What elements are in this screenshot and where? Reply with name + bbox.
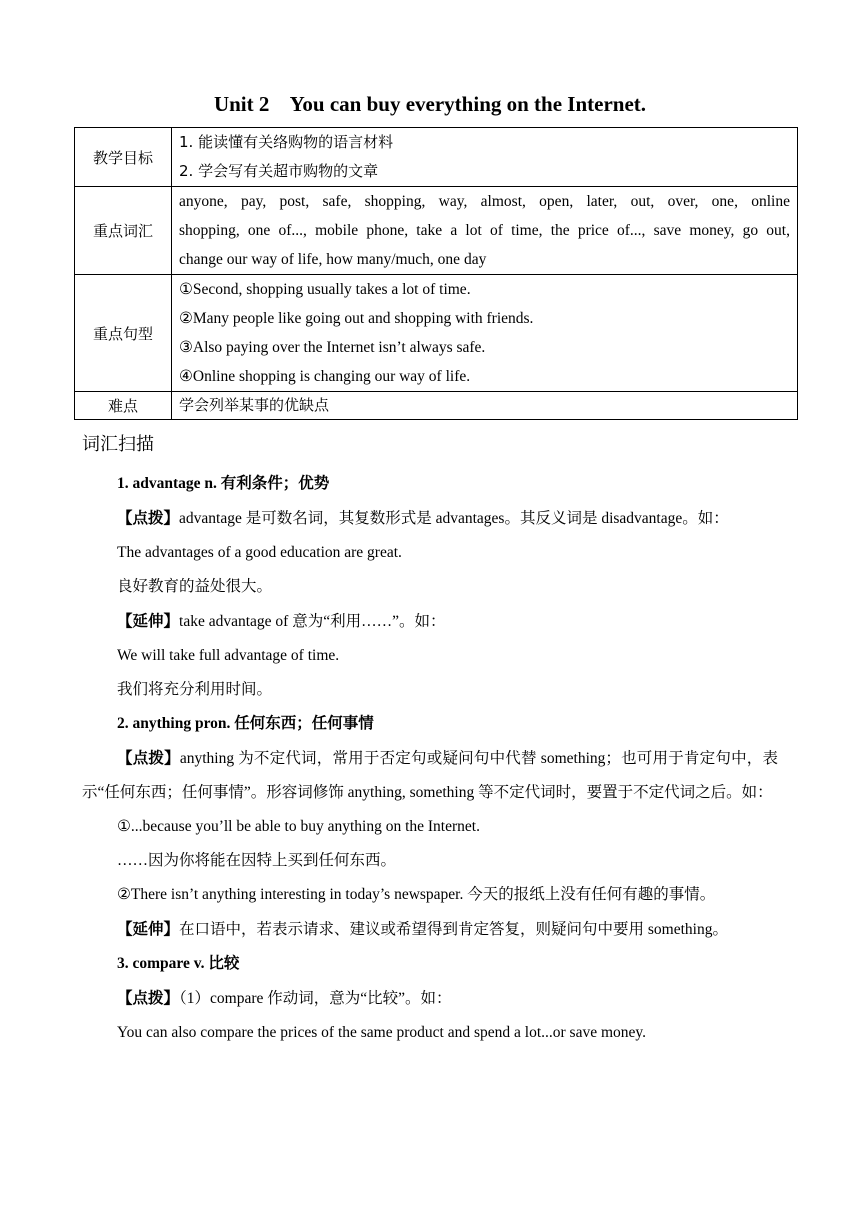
tip-paragraph: [82, 981, 778, 1016]
vocab-line: change our way of life, how many/much, one day: [179, 251, 487, 268]
extension-tag: 【延伸】: [117, 612, 180, 630]
entry-heading-advantage: 1. advantage n. 有利条件；优势: [117, 475, 330, 492]
example-cn: ……因为你将能在因特上买到任何东西。: [117, 852, 397, 869]
teaching-objectives-table: [74, 127, 798, 420]
extension-text: take advantage of 意为“利用……”。如：: [179, 613, 446, 630]
example-cn: 良好教育的益处很大。: [117, 578, 273, 595]
extension-text: 在口语中，若表示请求、建议或希望得到肯定答复，则疑问句中要用 something。: [179, 921, 728, 938]
sentence-item: ①Second, shopping usually takes a lot of time.: [179, 281, 471, 298]
vocab-label: 重点词汇: [75, 187, 172, 275]
entry-heading-anything: 2. anything pron. 任何东西；任何事情: [117, 715, 374, 732]
difficulty-row: [75, 392, 798, 420]
objective-item: 2. 学会写有关超市购物的文章: [179, 162, 379, 180]
example-cn: 我们将充分利用时间。: [117, 681, 273, 698]
sentence-item: ③Also paying over the Internet isn’t always safe.: [179, 339, 486, 356]
extension-paragraph: [82, 604, 778, 639]
tip-paragraph: [82, 741, 778, 810]
section-title: 词汇扫描: [82, 434, 154, 455]
vocab-line: shopping, one of..., mobile phone, take a lot of time, the price of..., save money, go out,: [179, 222, 790, 239]
sentence-item: ②Many people like going out and shopping with friends.: [179, 310, 534, 327]
vocab-row: [75, 187, 798, 275]
sentences-row: [75, 275, 798, 392]
extension-paragraph: [82, 912, 778, 947]
tip-text: anything 为不定代词，常用于否定句或疑问句中代替 something；也可用于肯定句中，表示“任何东西；任何事情”。形容词修饰 anything, something 等不定代词时，要置于不定代词之后。如：: [82, 750, 778, 801]
objectives-row: [75, 128, 798, 187]
tip-tag: 【点拨】: [117, 749, 180, 767]
example-en: ①...because you’ll be able to buy anything on the Internet.: [117, 818, 480, 835]
sentence-item: ④Online shopping is changing our way of life.: [179, 368, 471, 385]
page-title: Unit 2 You can buy everything on the Internet.: [213, 92, 647, 116]
example-en: We will take full advantage of time.: [117, 647, 340, 664]
tip-tag: 【点拨】: [117, 509, 180, 527]
objective-item: 1. 能读懂有关络购物的语言材料: [179, 133, 394, 151]
vocab-line: anyone, pay, post, safe, shopping, way, almost, open, later, out, over, one, online: [179, 193, 790, 210]
difficulty-text: 学会列举某事的优缺点: [179, 396, 330, 414]
tip-text: advantage 是可数名词，其复数形式是 advantages。其反义词是 disadvantage。如：: [179, 510, 729, 527]
sentences-label: 重点句型: [75, 275, 172, 392]
extension-tag: 【延伸】: [117, 920, 180, 938]
example-mixed: ②There isn’t anything interesting in today’s newspaper. 今天的报纸上没有任何有趣的事情。: [117, 886, 716, 903]
objectives-label: 教学目标: [75, 128, 172, 187]
tip-paragraph: [82, 501, 778, 536]
tip-text: （1）compare 作动词，意为“比较”。如：: [179, 990, 452, 1007]
example-en: The advantages of a good education are great.: [117, 544, 402, 561]
difficulty-label: 难点: [75, 392, 172, 420]
vocab-scan-body: [82, 467, 778, 1050]
entry-heading-compare: 3. compare v. 比较: [117, 955, 240, 972]
example-en: You can also compare the prices of the same product and spend a lot...or save money.: [117, 1024, 647, 1041]
tip-tag: 【点拨】: [117, 989, 180, 1007]
